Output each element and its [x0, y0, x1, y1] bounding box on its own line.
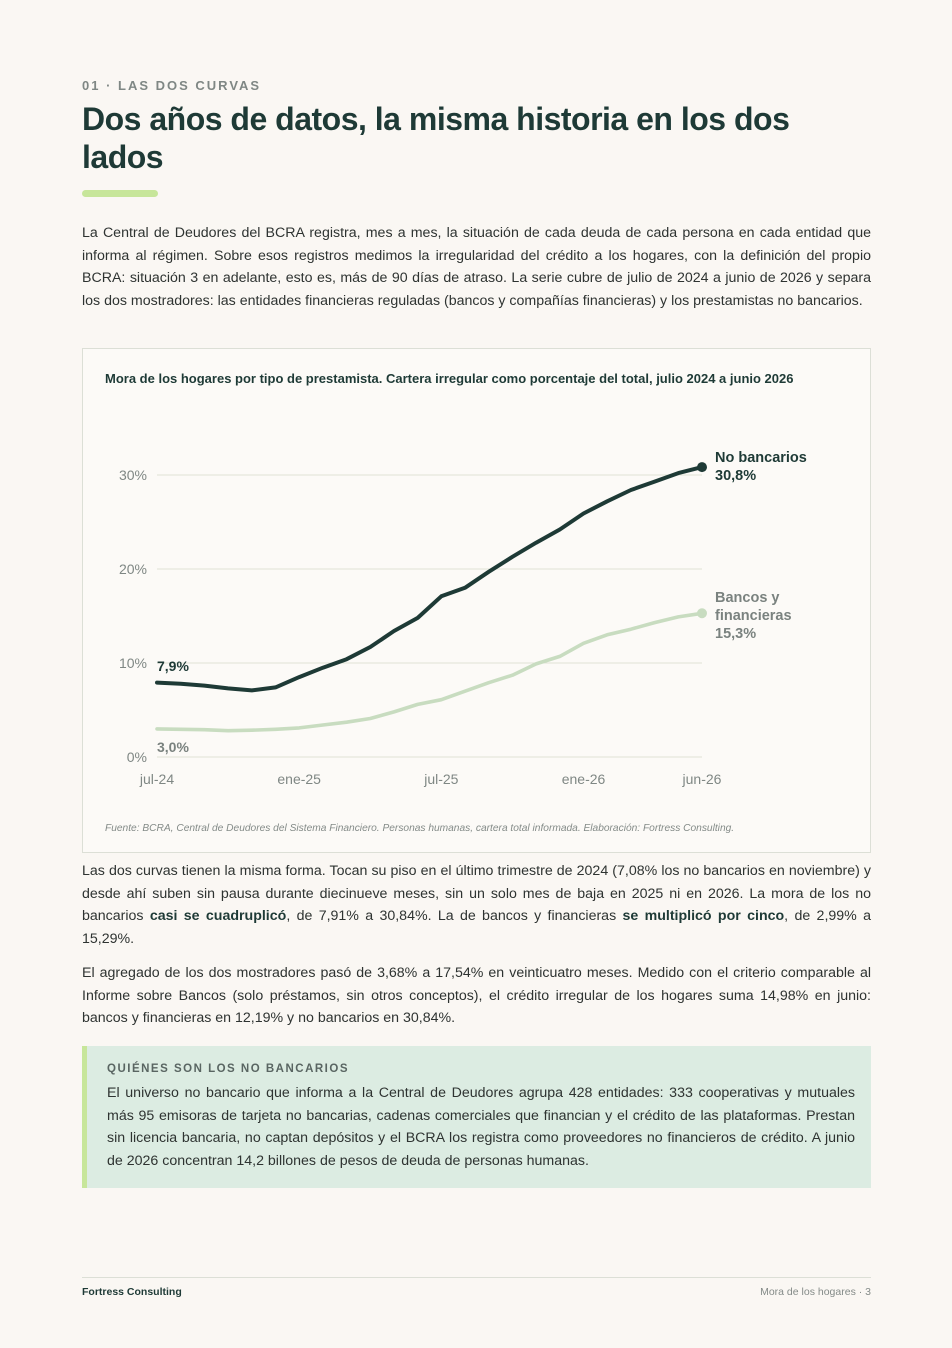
footer-brand: Fortress Consulting: [82, 1286, 182, 1298]
start-label-bancos: 3,0%: [157, 739, 189, 755]
end-label-bancos-name-2: financieras: [715, 608, 792, 624]
chart-series: [157, 462, 707, 731]
start-label-no-bancarios: 7,9%: [157, 658, 189, 674]
y-tick-label: 20%: [118, 561, 147, 577]
p2-text-c: , de 7,91% a 30,84%. La de bancos y financieras: [286, 908, 623, 924]
footer-divider: [82, 1277, 871, 1278]
series-end-point-bancos: [697, 608, 707, 618]
intro-paragraph: La Central de Deudores del BCRA registra, mes a mes, la situación de cada deuda de cada persona en cada entidad que informa al régimen. Sobre esos registros medimos la irregularidad del crédito a los hogares, con la definición del propio BCRA: situación 3 en adelante, esto es, más de 90 días de atraso. La serie cubre de julio de 2024 a junio de 2026 y separa los dos mostradores: las entidades financieras reguladas (bancos y compañías financieras) y los prestamistas no bancarios.: [82, 225, 871, 309]
end-label-no-bancarios-name: No bancarios: [715, 450, 807, 466]
p2-text-e: , de 2,99% a 15,29%.: [82, 908, 871, 947]
chart-grid: [157, 475, 702, 757]
page-title: Dos años de datos, la misma historia en los dos lados: [82, 101, 790, 175]
series-end-point-no-bancarios: [697, 462, 707, 472]
end-label-bancos-value: 15,3%: [715, 626, 757, 642]
analysis-paragraph-2: El agregado de los dos mostradores pasó de 3,68% a 17,54% en veinticuatro meses. Medido con el criterio comparable al Informe sobre Bancos (solo préstamos, sin otros conceptos), el crédito irregular de los hogares suma 14,98% en junio: bancos y financieras en 12,19% y no bancarios en 30,84%.: [82, 965, 871, 1026]
end-label-bancos-name-1: Bancos y: [715, 590, 780, 606]
chart-labels: [157, 450, 807, 755]
end-label-no-bancarios-value: 30,8%: [715, 468, 757, 484]
callout-text: El universo no bancario que informa a la Central de Deudores agrupa 428 entidades: 333 cooperativas y mutuales más 95 emisoras de tarjeta no bancarias, cadenas comerciales que financian y el crédito de las plataformas. Prestan sin licencia bancaria, no captan depósitos y el BCRA los registra como proveedores no financieros de crédito. A junio de 2026 concentran 14,2 billones de pesos de deuda de personas humanas.: [107, 1085, 855, 1170]
p2-highlight-1: casi se cuadruplicó: [149, 908, 287, 924]
line-chart: [83, 349, 870, 852]
series-line-bancos: [157, 613, 702, 730]
x-tick-label: jul-25: [424, 771, 459, 787]
chart-title: Mora de los hogares por tipo de prestamista. Cartera irregular como porcentaje del total, julio 2024 a junio 2026: [105, 371, 794, 386]
x-tick-label: ene-26: [561, 771, 606, 787]
p2-text-a: Las dos curvas tienen la misma forma. Tocan su piso en el último trimestre de 2024 (7,08% los no bancarios en noviembre) y desde ahí suben sin pausa durante diecinueve meses, sin un solo mes de baja en 2025 ni en 2026. La mora de los no bancarios: [82, 863, 871, 924]
series-line-no-bancarios: [157, 467, 702, 690]
footer-page-info: Mora de los hogares · 3: [760, 1286, 871, 1298]
chart-axes: [119, 467, 722, 787]
analysis-paragraph-1: [82, 860, 871, 950]
x-tick-label: jul-24: [139, 771, 175, 787]
x-tick-label: jun-26: [682, 771, 722, 787]
y-tick-label: 10%: [118, 655, 147, 671]
section-eyebrow: 01 · LAS DOS CURVAS: [82, 78, 262, 93]
y-tick-label: 0%: [126, 749, 147, 765]
chart-card: [82, 348, 871, 853]
p2-highlight-2: se multiplicó por cinco: [622, 908, 785, 924]
y-tick-label: 30%: [118, 467, 147, 483]
chart-source-note: Fuente: BCRA, Central de Deudores del Sistema Financiero. Personas humanas, cartera total informada. Elaboración: Fortress Consulting.: [105, 823, 735, 834]
callout-title: QUIÉNES SON LOS NO BANCARIOS: [107, 1063, 349, 1075]
x-tick-label: ene-25: [277, 771, 321, 787]
callout-box: [82, 1046, 871, 1188]
title-accent-bar: [82, 190, 158, 197]
